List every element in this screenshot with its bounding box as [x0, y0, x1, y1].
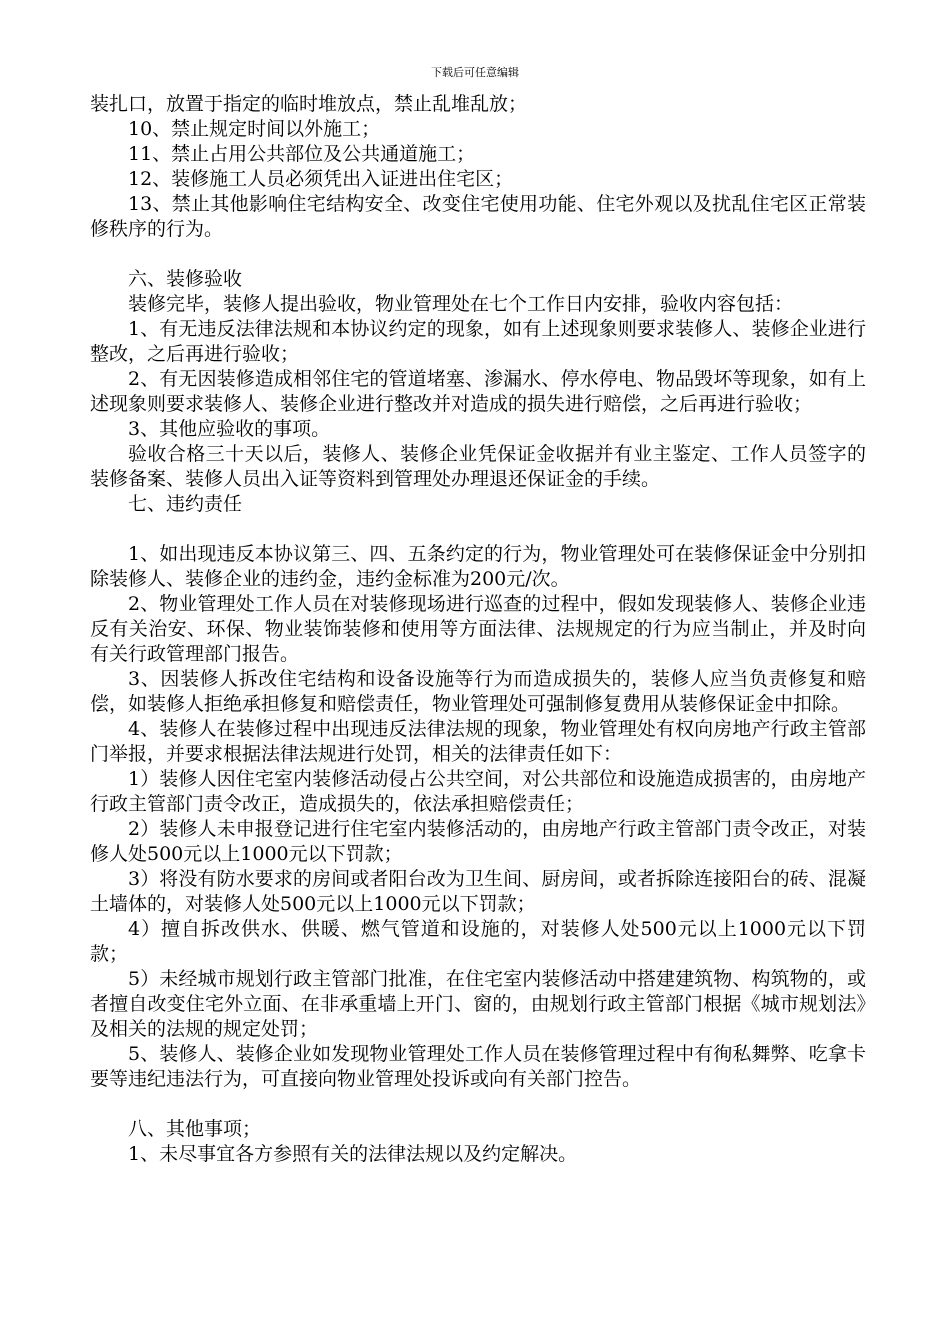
rule-10: 10、禁止规定时间以外施工； [128, 118, 381, 140]
section-heading-6: 六、装修验收 [128, 268, 243, 290]
rule-12: 12、装修施工人员必须凭出入证进出住宅区； [128, 168, 514, 190]
liability-item-5: 5、装修人、装修企业如发现物业管理处工作人员在装修管理过程中有徇私舞弊、吃拿卡要等违纪违法行为，可直接向物业管理处投诉或向有关部门控告。 [90, 1043, 866, 1090]
paragraph-continuation: 装扎口，放置于指定的临时堆放点，禁止乱堆乱放； [90, 93, 528, 115]
acceptance-item-1: 1、有无违反法律法规和本协议约定的现象，如有上述现象则要求装修人、装修企业进行整改，之后再进行验收； [90, 318, 866, 365]
liability-item-1: 1、如出现违反本协议第三、四、五条约定的行为，物业管理处可在装修保证金中分别扣除装修人、装修企业的违约金，违约金标准为200元/次。 [90, 543, 866, 590]
acceptance-item-2: 2、有无因装修造成相邻住宅的管道堵塞、渗漏水、停水停电、物品毁坏等现象，如有上述现象则要求装修人、装修企业进行整改并对造成的损失进行赔偿，之后再进行验收； [90, 368, 866, 415]
liability-item-3: 3、因装修人拆改住宅结构和设备设施等行为而造成损失的，装修人应当负责修复和赔偿，如装修人拒绝承担修复和赔偿责任，物业管理处可强制修复费用从装修保证金中扣除。 [90, 668, 866, 715]
deposit-refund: 验收合格三十天以后，装修人、装修企业凭保证金收据并有业主鉴定、工作人员签字的装修备案、装修人员出入证等资料到管理处办理退还保证金的手续。 [90, 443, 866, 490]
penalty-3: 3）将没有防水要求的房间或者阳台改为卫生间、厨房间，或者拆除连接阳台的砖、混凝土墙体的，对装修人处500元以上1000元以下罚款； [90, 868, 866, 915]
section-heading-8: 八、其他事项； [128, 1118, 262, 1140]
penalty-1: 1）装修人因住宅室内装修活动侵占公共空间，对公共部位和设施造成损害的，由房地产行政主管部门责令改正，造成损失的，依法承担赔偿责任； [90, 768, 866, 815]
penalty-2: 2）装修人未申报登记进行住宅室内装修活动的，由房地产行政主管部门责令改正，对装修人处500元以上1000元以下罚款； [90, 818, 866, 865]
spacer [90, 242, 866, 267]
spacer [90, 517, 866, 542]
liability-item-4: 4、装修人在装修过程中出现违反法律法规的现象，物业管理处有权向房地产行政主管部门举报，并要求根据法律法规进行处罚，相关的法律责任如下： [90, 718, 866, 765]
penalty-4: 4）擅自拆改供水、供暖、燃气管道和设施的，对装修人处500元以上1000元以下罚款； [90, 918, 866, 965]
acceptance-intro: 装修完毕，装修人提出验收，物业管理处在七个工作日内安排，验收内容包括： [128, 293, 794, 315]
page-header: 下载后可任意编辑 [431, 66, 519, 79]
liability-item-2: 2、物业管理处工作人员在对装修现场进行巡查的过程中，假如发现装修人、装修企业违反有关治安、环保、物业装饰装修和使用等方面法律、法规规定的行为应当制止，并及时向有关行政管理部门报告。 [90, 593, 866, 665]
rule-11: 11、禁止占用公共部位及公共通道施工； [128, 143, 476, 165]
acceptance-item-3: 3、其他应验收的事项。 [128, 418, 331, 440]
other-item-1: 1、未尽事宜各方参照有关的法律法规以及约定解决。 [128, 1143, 578, 1165]
penalty-5: 5）未经城市规划行政主管部门批准，在住宅室内装修活动中搭建建筑物、构筑物的，或者擅自改变住宅外立面、在非承重墙上开门、窗的，由规划行政主管部门根据《城市规划法》及相关的法规的规定处罚； [90, 968, 866, 1040]
section-heading-7: 七、违约责任 [128, 493, 243, 515]
spacer [90, 1092, 866, 1117]
rule-13: 13、禁止其他影响住宅结构安全、改变住宅使用功能、住宅外观以及扰乱住宅区正常装修秩序的行为。 [90, 193, 866, 240]
document-body [90, 92, 866, 1167]
